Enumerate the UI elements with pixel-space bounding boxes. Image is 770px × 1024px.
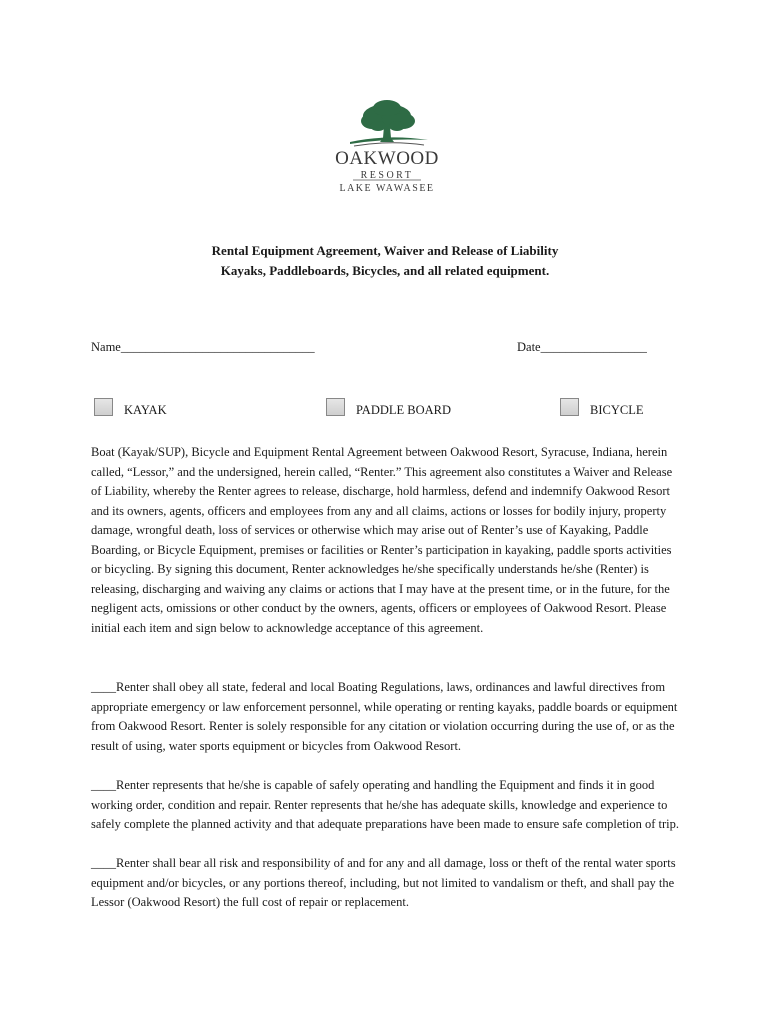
initial-item-regulations: ____Renter shall obey all state, federal and local Boating Regulations, laws, ordinances and lawful directives from appropriate emergency or law enforcement personnel, while operating or renting kayaks, paddle boards or equipment from Oakwood Resort. Renter is solely responsible for any citation or violation occurring during the use of, or as the result of using, water sports equipment or bicycles from Oakwood Resort.: [91, 680, 678, 753]
paddle-board-checkbox[interactable]: [326, 398, 345, 416]
kayak-checkbox[interactable]: [94, 398, 113, 416]
document-subtitle: Kayaks, Paddleboards, Bicycles, and all related equipment.: [220, 263, 550, 278]
date-field[interactable]: Date_________________: [517, 340, 647, 354]
paddle-board-label: PADDLE BOARD: [356, 403, 452, 417]
bicycle-checkbox[interactable]: [560, 398, 579, 416]
initial-item-capability: ____Renter represents that he/she is capable of safely operating and handling the Equipment and finds it in good working order, condition and repair. Renter represents that he/she has adequate skills, knowledge and experience to safely complete the planned activity and that adequate preparations have been made to ensure safe completion of trip.: [91, 778, 679, 831]
name-field[interactable]: Name_______________________________: [91, 340, 315, 354]
logo-resort: RESORT: [360, 170, 414, 181]
logo-lake: LAKE WAWASEE: [339, 183, 435, 194]
document-title: Rental Equipment Agreement, Waiver and Release of Liability: [211, 243, 559, 258]
bicycle-label: BICYCLE: [590, 403, 644, 417]
initial-item-liability: ____Renter shall bear all risk and responsibility of and for any and all damage, loss or theft of the rental water sports equipment and/or bicycles, or any portions thereof, including, but not limited to vandalism or theft, and shall pay the Lessor (Oakwood Resort) the full cost of repair or replacement.: [91, 856, 676, 909]
agreement-intro-paragraph: Boat (Kayak/SUP), Bicycle and Equipment Rental Agreement between Oakwood Resort, Syracuse, Indiana, herein called, “Lessor,” and the undersigned, herein called, “Renter.” This agreement also constitutes a Waiver and Release of Liability, whereby the Renter agrees to release, discharge, hold harmless, defend and indemnify Oakwood Resort and its owners, agents, officers and employees from any and all claims, actions or losses for bodily injury, property damage, wrongful death, loss of services or otherwise which may arise out of Renter’s use of Kayaking, Paddle Boarding, or Bicycle Equipment, premises or facilities or Renter’s participation in kayaking, paddle sports activities or bicycling. By signing this document, Renter acknowledges he/she specifically understands he/she (Renter) is releasing, discharging and waiving any claims or actions that I may have at the present time, or in the future, for the negligent acts, omissions or other conduct by the owners, agents, officers or employees of Oakwood Resort. Please initial each item and sign below to acknowledge acceptance of this agreement.: [91, 445, 673, 635]
oakwood-resort-logo: [320, 96, 454, 200]
logo-wordmark: OAKWOOD: [335, 148, 439, 169]
kayak-label: KAYAK: [124, 403, 167, 417]
